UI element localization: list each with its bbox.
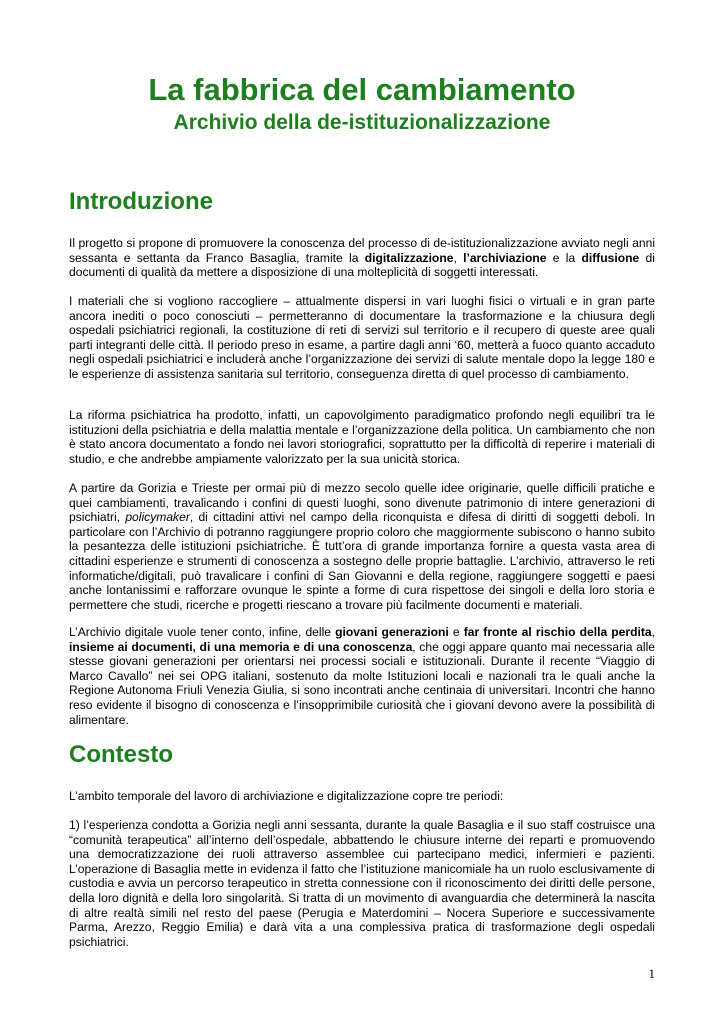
page-number: 1 (648, 966, 655, 981)
intro-paragraph-1: Il progetto si propone di promuovere la conoscenza del processo di de-istituzionalizzazione avviato negli anni sessanta e settanta da Franco Basaglia, tramite la digitalizzazione, l’archiviazione e la diffusione di documenti di qualità da mettere a disposizione di una molteplicità di soggetti interessati. (69, 236, 655, 280)
section-heading-introduzione: Introduzione (69, 188, 213, 215)
document-title: La fabbrica del cambiamento (148, 72, 576, 107)
context-paragraph-2: 1) l’esperienza condotta a Gorizia negli anni sessanta, durante la quale Basaglia e il suo staff costruisce una “comunità terapeutica” all’interno dell’ospedale, abbattendo le chiusure interne dei reparti e promuovendo una democratizzazione dei ruoli attraverso assemblee cui partecipano medici, infermieri e pazienti. L’operazione di Basaglia mette in evidenza il fatto che l’istituzione manicomiale ha un ruolo esclusivamente di custodia e avvia un percorso terapeutico in stretta connessione con il riconoscimento dei diritti delle persone, della loro dignità e della loro singolarità. Si tratta di un movimento di avanguardia che determinerà la nascita di altre realtà simili nel resto del paese (Perugia e Materdomini – Nocera Superiore e successivamente Parma, Arezzo, Reggio Emilia) e darà vita a una complessiva pratica di trasformazione degli ospedali psichiatrici. (69, 818, 655, 949)
context-paragraph-1: L’ambito temporale del lavoro di archiviazione e digitalizzazione copre tre periodi: (69, 789, 504, 803)
intro-paragraph-3: La riforma psichiatrica ha prodotto, infatti, un capovolgimento paradigmatico profondo negli equilibri tra le istituzioni della psichiatria e della malattia mentale e l’organizzazione della politica. Un cambiamento che non è stato ancora documentato a fondo nei lavori storiografici, soprattutto per la difficoltà di reperire i materiali di studio, e che andrebbe ampiamente valorizzato per la sua unicità storica. (69, 408, 655, 466)
section-heading-contesto: Contesto (69, 741, 173, 768)
intro-paragraph-5: L’Archivio digitale vuole tener conto, infine, delle giovani generazioni e far fronte al rischio della perdita, insieme ai documenti, di una memoria e di una conoscenza, che oggi appare quanto mai necessaria alle stesse giovani generazioni per orientarsi nei processi sociali e istituzionali. Durante il recente “Viaggio di Marco Cavallo” nei sei OPG italiani, sostenuto da molte Istituzioni locali e nazionali tra le quali anche la Regione Autonoma Friuli Venezia Giulia, si sono incontrati anche centinaia di universitari. Incontri che hanno reso evidente il bisogno di conoscenza e l’insopprimibile curiosità che i giovani devono avere la possibilità di alimentare. (69, 625, 655, 727)
intro-paragraph-4: A partire da Gorizia e Trieste per ormai più di mezzo secolo quelle idee originarie, quelle difficili pratiche e quei cambiamenti, travalicando i confini di questi luoghi, sono divenute patrimonio di intere generazioni di psichiatri, policymaker, di cittadini attivi nel campo della riconquista e difesa di diritti di soggetti deboli. In particolare con l’Archivio di potranno raggiungere proprio coloro che maggiormente subiscono o hanno subito la pesantezza delle istituzioni psichiatriche. È tutt’ora di grande importanza fornire a questa vasta area di cittadini esperienze e strumenti di conoscenza a sostegno delle proprie battaglie. L’archivio, attraverso le reti informatiche/digitali, può travalicare i confini di San Giovanni e della regione, raggiungere soggetti e paesi anche lontanissimi e rafforzare ovunque le spinte a forme di cura rispettose dei singoli e della loro storia e permettere che studi, ricerche e progetti riescano a trovare più facilmente documenti e materiali. (69, 481, 655, 612)
document-subtitle: Archivio della de-istituzionalizzazione (173, 111, 551, 134)
intro-paragraph-2: I materiali che si vogliono raccogliere – attualmente dispersi in vari luoghi fisici o virtuali e in gran parte ancora inediti o poco conosciuti – permetteranno di documentare la trasformazione e la chiusura degli ospedali psichiatrici regionali, la costituzione di reti di servizi sul territorio e il recupero di queste aree quali parti integranti delle città. Il periodo preso in esame, a partire dagli anni ‘60, metterà a fuoco quanto accaduto negli ospedali psichiatrici e includerà anche l’organizzazione dei servizi di salute mentale dopo la legge 180 e le esperienze di assistenza sanitaria sul territorio, conseguenza diretta di quel processo di cambiamento. (69, 294, 655, 381)
